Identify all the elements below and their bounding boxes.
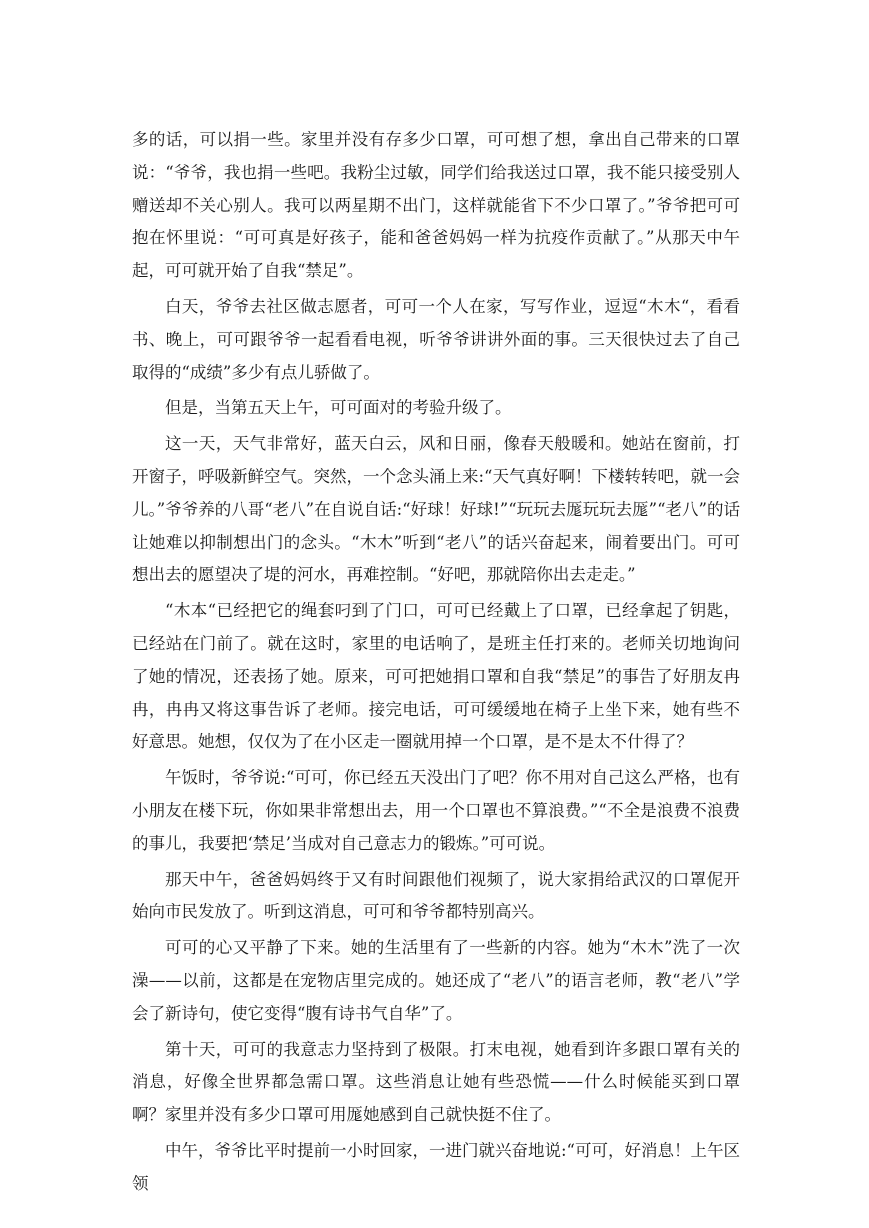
story-text — [132, 124, 740, 1204]
paragraph-9: 第十天，可可的我意志力坚持到了极限。打末电视，她看到许多跟口罩有关的消息，好像全世界都急需口罩。这些消息让她有些恐慌——什么时候能买到口罩啊？家里并没有多少口罩可用厖她感到自己就快挺不住了。 — [132, 1039, 740, 1125]
paragraph-5: “木本“已经把它的绳套叼到了门口，可可已经戴上了口罩，已经拿起了钥匙，已经站在门前了。就在这时，家里的电话响了，是班主任打来的。老师关切地询问了她的情况，还表扬了她。原来，可可把她捐口罩和自我“禁足”的事告了好朋友冉冉，冉冉又将这事告诉了老师。接完电话，可可缓缓地在椅子上坐下来，她有些不好意思。她想，仅仅为了在小区走一圈就用掉一个口罩，是不是太不什得了？ — [132, 601, 740, 752]
paragraph-2: 白天，爷爷去社区做志愿者，可可一个人在家，写写作业，逗逗“木木“，看看书、晚上，可可跟爷爷一起看看电视，听爷爷讲讲外面的事。三天很快过去了自己取得的“成绩”多少有点儿骄做了。 — [132, 296, 740, 382]
paragraph-6: 午饭时，爷爷说:“可可，你已经五天没出门了吧？你不用对自己这么严格，也有小朋友在楼下玩，你如果非常想出去，用一个口罩也不算浪费。”“不全是浪费不浪费的事儿，我要把‘禁足’当成对自己意志力的锻炼。”可可说。 — [132, 768, 740, 853]
paragraph-3: 但是，当第五天上午，可可面对的考验升级了。 — [165, 398, 512, 418]
paragraph-1: 多的话，可以捐一些。家里并没有存多少口罩，可可想了想，拿出自己带来的口罩 说：“爷爷，我也捐一些吧。我粉尘过敏，同学们给我送过口罩，我不能只接受别人赠送却不关心别人。我可以两星期不出门，这样就能省下不少口罩了。”爷爷把可可抱在怀里说：“可可真是好孩子，能和爸爸妈妈一样为抗疫作贡献了。”从那天中午起，可可就开始了自我“禁足”。 — [132, 130, 740, 281]
paragraph-8: 可可的心又平静了下来。她的生活里有了一些新的内容。她为“木木”洗了一次澡——以前，这都是在宠物店里完成的。她还成了“老八”的语言老师，教“老八”学会了新诗句，使它变得“腹有诗书气自华”了。 — [132, 938, 740, 1023]
paragraph-10: 中午，爷爷比平时提前一小时回家，一进门就兴奋地说:“可可，好消息！上午区领 — [132, 1140, 740, 1193]
paragraph-4: 这一天，天气非常好，蓝天白云，风和日丽，像春天般暖和。她站在窗前，打开窗子，呼吸新鲜空气。突然，一个念头涌上来:“天气真好啊！下楼转转吧，就一会儿。”爷爷养的八哥“老八”在自说自话:“好球！好球!”“玩玩去厖玩玩去厖”“老八”的话让她难以抑制想出门的念头。“木木”听到“老八”的话兴奋起来，闹着要出门。可可想出去的愿望决了堤的河水，再难控制。“好吧，那就陪你出去走走。” — [132, 434, 740, 585]
paragraph-7: 那天中午，爸爸妈妈终于又有时间跟他们视频了，说大家捐给武汉的口罩伲开始向市民发放了。听到这消息，可可和爷爷都特别高兴。 — [132, 869, 740, 922]
